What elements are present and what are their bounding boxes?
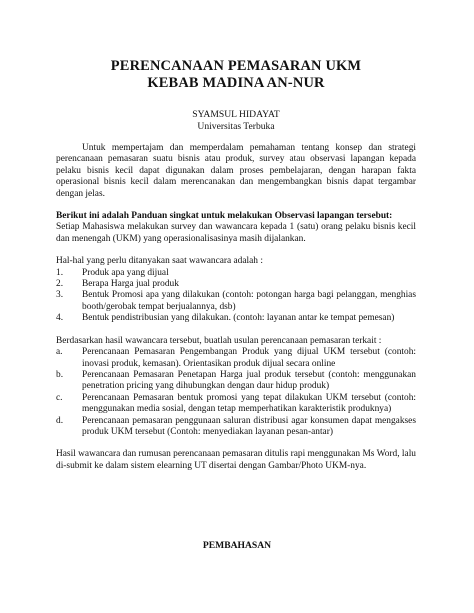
section-heading: PEMBAHASAN xyxy=(202,540,272,551)
plan-item-text: Perencanaan Pemasaran bentuk promosi yang tepat dilakukan UKM tersebut (contoh: menggunakan media sosial, dengan tetap memperhatikan karakteristik produknya) xyxy=(82,392,416,415)
plan-item xyxy=(56,416,416,439)
question-item-marker: 1. xyxy=(56,267,64,278)
document-title-line1: PERENCANAAN PEMASARAN UKM xyxy=(110,58,362,74)
question-item-text: Berapa Harga jual produk xyxy=(82,279,179,290)
question-item xyxy=(56,313,416,324)
plan-item xyxy=(56,347,416,370)
question-item-text: Bentuk Promosi apa yang dilakukan (contoh: potongan harga bagi pelanggan, menghias booth/gerobak tempat berjualannya, dsb) xyxy=(82,290,416,312)
question-item xyxy=(56,279,416,290)
plans-list xyxy=(56,347,416,438)
question-item xyxy=(56,268,416,279)
plan-item xyxy=(56,393,416,416)
questions-list xyxy=(56,268,416,325)
author-name: SYAMSUL HIDAYAT xyxy=(192,109,280,120)
question-item xyxy=(56,290,416,313)
plan-item-marker: a. xyxy=(56,347,63,358)
question-item-marker: 4. xyxy=(56,313,64,324)
guide-heading: Berikut ini adalah Panduan singkat untuk melakukan Observasi lapangan tersebut: xyxy=(56,211,393,222)
question-item-marker: 3. xyxy=(56,290,64,301)
plan-item-text: Perencanaan Pemasaran Pengembangan Produk yang dijual UKM tersebut (contoh: inovasi produk, kemasan). Orientasikan produk dijual secara online xyxy=(82,347,416,369)
closing-paragraph: Hasil wawancara dan rumusan perencanaan pemasaran ditulis rapi menggunakan Ms Word, lalu di-submit ke dalam sistem elearning UT disertai dengan Gambar/Photo UKM-nya. xyxy=(56,449,416,471)
questions-intro: Hal-hal yang perlu ditanyakan saat wawancara adalah : xyxy=(56,256,263,267)
plan-item xyxy=(56,370,416,393)
question-item-marker: 2. xyxy=(56,279,64,290)
plan-item-marker: d. xyxy=(56,415,64,426)
plan-item-marker: c. xyxy=(56,392,63,403)
guide-paragraph: Setiap Mahasiswa melakukan survey dan wawancara kepada 1 (satu) orang pelaku bisnis kecil dan menengah (UKM) yang operasionalisasinya masih dijalankan. xyxy=(56,222,416,244)
question-item-text: Produk apa yang dijual xyxy=(82,267,169,278)
intro-paragraph: Untuk mempertajam dan memperdalam pemahaman tentang konsep dan strategi perencanaan pemasaran suatu bisnis atau produk, survey atau observasi lapangan kepada pelaku bisnis kecil dapat digunakan dalam proses pembelajaran, dengan harapan fakta operasional bisnis kecil dalam merencanakan dan mengembangkan bisnis dapat tergambar dengan jelas. xyxy=(56,143,416,199)
plan-item-marker: b. xyxy=(56,369,64,380)
plans-intro: Berdasarkan hasil wawancara tersebut, buatlah usulan perencanaan pemasaran terkait : xyxy=(56,335,382,346)
author-affiliation: Universitas Terbuka xyxy=(197,120,275,132)
plan-item-text: Perencanaan pemasaran penggunaan saluran distribusi agar konsumen dapat mengakses produk UKM tersebut (Contoh: menyediakan layanan pesan-antar) xyxy=(82,415,416,437)
document-title-line2: KEBAB MADINA AN-NUR xyxy=(147,75,325,91)
question-item-text: Bentuk pendistribusian yang dilakukan. (contoh: layanan antar ke tempat pemesan) xyxy=(82,313,395,324)
plan-item-text: Perencanaan Pemasaran Penetapan Harga jual produk tersebut (contoh: menggunakan penetration pricing yang dihubungkan dengan daur hidup produk) xyxy=(82,369,416,392)
